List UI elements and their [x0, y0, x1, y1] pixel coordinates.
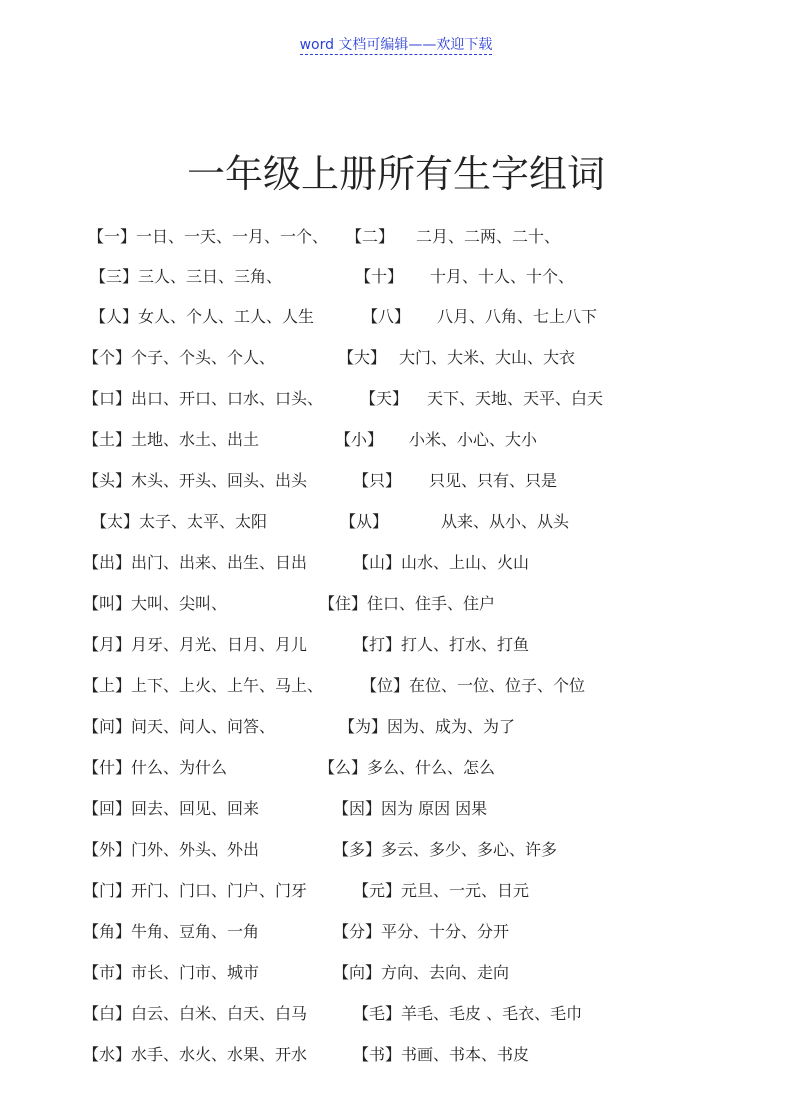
row-left: 【白】白云、白米、白天、白马: [83, 1004, 308, 1023]
row-right-words: 小米、小心、大小: [409, 430, 538, 449]
row-right: 【向】方向、去向、走向: [333, 963, 510, 982]
row-right-words: 只见、只有、只是: [429, 471, 558, 490]
row-right: 【书】书画、书本、书皮: [353, 1045, 530, 1064]
row-left: 【三】三人、三日、三角、: [90, 267, 283, 286]
row-right-words: 十月、十人、十个、: [430, 267, 575, 286]
page-title: 一年级上册所有生字组词: [186, 152, 605, 196]
header-link-text[interactable]: word 文档可编辑——欢迎下载: [299, 37, 493, 53]
row-right-words: 天下、天地、天平、白天: [427, 389, 604, 408]
row-right: 【小】: [335, 430, 384, 449]
row-right: 【因】因为 原因 因果: [333, 799, 488, 818]
row-right: 【山】山水、上山、火山: [353, 553, 530, 572]
row-left: 【市】市长、门市、城市: [83, 963, 260, 982]
row-right: 【天】: [360, 389, 409, 408]
row-right: 【毛】羊毛、毛皮 、毛衣、毛巾: [353, 1004, 583, 1023]
row-right: 【只】: [353, 471, 402, 490]
row-left: 【出】出门、出来、出生、日出: [83, 553, 308, 572]
row-left: 【水】水手、水火、水果、开水: [83, 1045, 308, 1064]
row-right: 【八】: [362, 307, 411, 326]
row-left: 【月】月牙、月光、日月、月儿: [83, 635, 308, 654]
row-right: 【从】: [340, 512, 389, 531]
row-right: 【大】: [338, 348, 387, 367]
row-right-words: 从来、从小、从头: [441, 512, 570, 531]
row-right: 【为】因为、成为、为了: [339, 717, 516, 736]
row-left: 【什】什么、为什么: [83, 758, 228, 777]
row-right: 【元】元旦、一元、日元: [353, 881, 530, 900]
row-right: 【位】在位、一位、位子、个位: [361, 676, 586, 695]
row-left: 【头】木头、开头、回头、出头: [83, 471, 308, 490]
row-left: 【角】牛角、豆角、一角: [83, 922, 260, 941]
row-left: 【太】太子、太平、太阳: [91, 512, 268, 531]
row-right: 【么】多么、什么、怎么: [319, 758, 496, 777]
row-left: 【门】开门、门口、门户、门牙: [83, 881, 308, 900]
row-left: 【问】问天、问人、问答、: [83, 717, 276, 736]
row-right-words: 二月、二两、二十、: [416, 227, 561, 246]
row-left: 【外】门外、外头、外出: [83, 840, 260, 859]
row-left: 【叫】大叫、尖叫、: [83, 594, 228, 613]
row-left: 【口】出口、开口、口水、口头、: [83, 389, 324, 408]
row-right: 【十】: [355, 267, 404, 286]
row-left: 【土】土地、水土、出土: [83, 430, 260, 449]
header-link[interactable]: [0, 34, 792, 54]
row-left: 【回】回去、回见、回来: [83, 799, 260, 818]
row-right-words: 八月、八角、七上八下: [437, 307, 598, 326]
row-right-words: 大门、大米、大山、大衣: [399, 348, 576, 367]
row-right: 【打】打人、打水、打鱼: [353, 635, 530, 654]
row-left: 【上】上下、上火、上午、马上、: [83, 676, 324, 695]
row-right: 【多】多云、多少、多心、许多: [333, 840, 558, 859]
row-right: 【二】: [346, 227, 395, 246]
row-left: 【人】女人、个人、工人、人生: [90, 307, 315, 326]
row-right: 【住】住口、住手、住户: [319, 594, 496, 613]
row-left: 【一】一日、一天、一月、一个、: [88, 227, 329, 246]
row-left: 【个】个子、个头、个人、: [83, 348, 276, 367]
row-right: 【分】平分、十分、分开: [333, 922, 510, 941]
